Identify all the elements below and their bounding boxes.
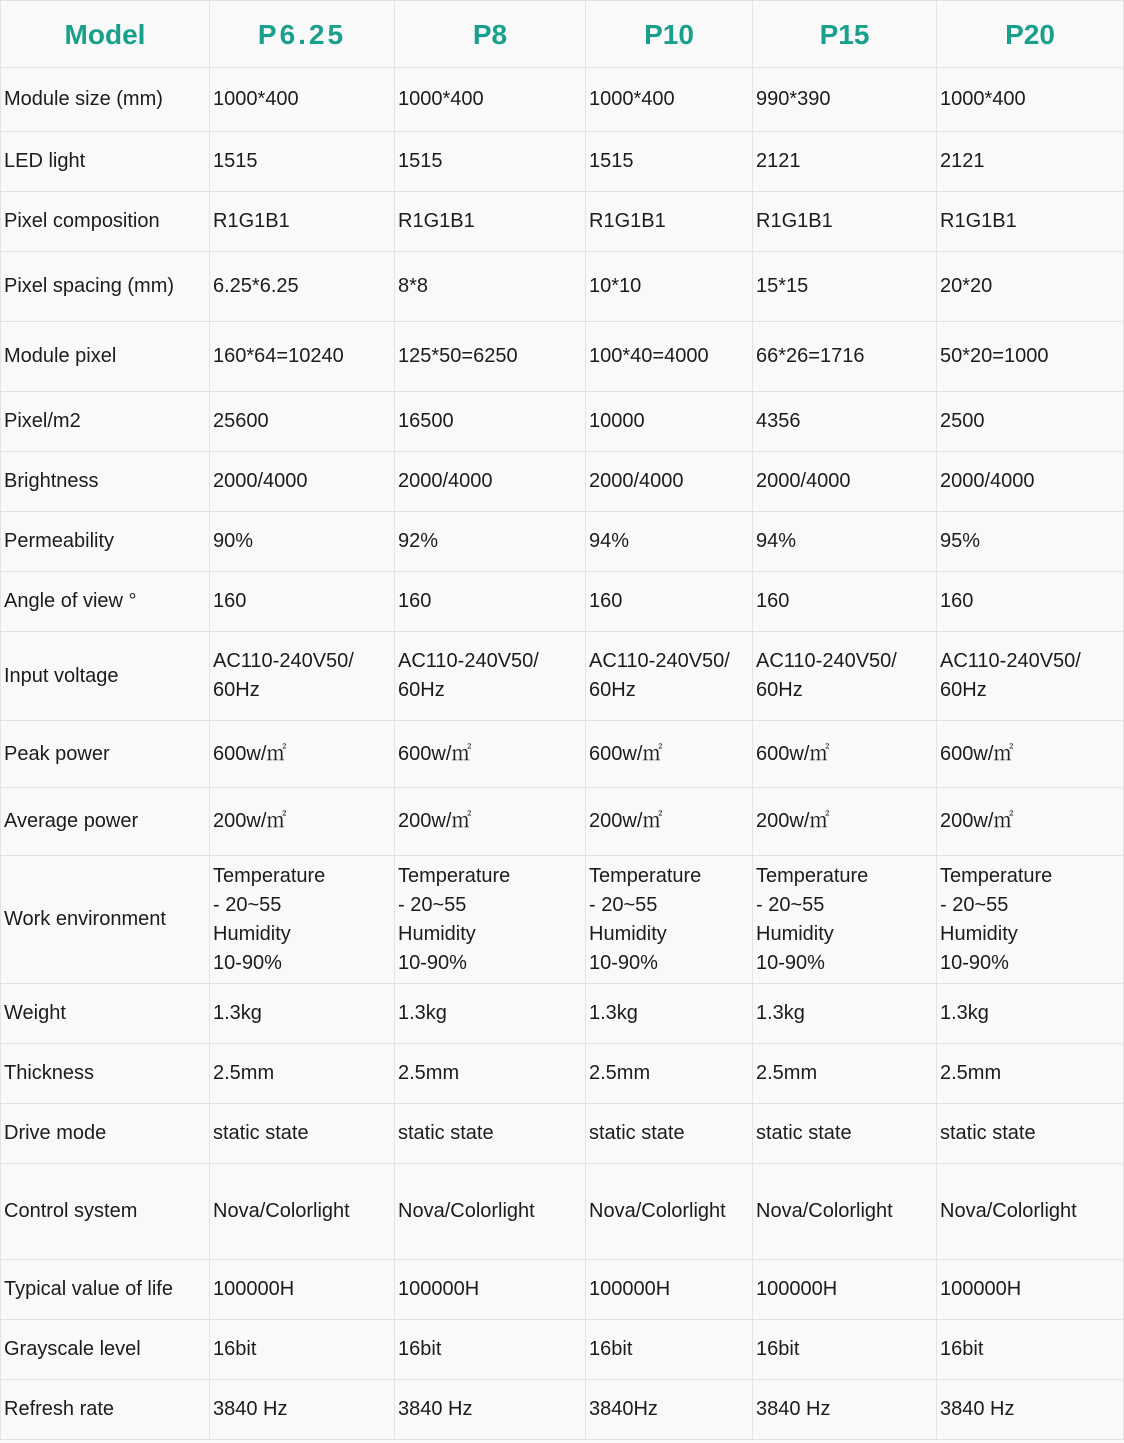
row-label: Permeability: [1, 512, 210, 572]
row-label: Pixel composition: [1, 192, 210, 252]
table-cell: 3840 Hz: [395, 1380, 586, 1440]
table-cell: R1G1B1: [937, 192, 1124, 252]
row-label: Weight: [1, 984, 210, 1044]
table-cell: 15*15: [753, 252, 937, 322]
table-cell: 1000*400: [937, 68, 1124, 132]
table-cell: 16bit: [753, 1320, 937, 1380]
table-cell: Temperature - 20~55 Humidity 10-90%: [586, 856, 753, 984]
table-cell: Temperature - 20~55 Humidity 10-90%: [395, 856, 586, 984]
table-cell: 2121: [753, 132, 937, 192]
table-cell: Nova/Colorlight: [395, 1164, 586, 1260]
table-cell: 2.5mm: [210, 1044, 395, 1104]
table-cell: 160*64=10240: [210, 322, 395, 392]
table-cell: AC110-240V50/ 60Hz: [210, 632, 395, 721]
table-cell: 1.3kg: [395, 984, 586, 1044]
table-cell: 20*20: [937, 252, 1124, 322]
table-cell: 100000H: [753, 1260, 937, 1320]
table-cell: 1.3kg: [753, 984, 937, 1044]
table-cell: 2.5mm: [753, 1044, 937, 1104]
table-cell: R1G1B1: [753, 192, 937, 252]
model-header-p20: P20: [937, 1, 1124, 68]
table-cell: 16500: [395, 392, 586, 452]
table-cell: 1.3kg: [937, 984, 1124, 1044]
table-cell: Nova/Colorlight: [753, 1164, 937, 1260]
table-row: [1, 1320, 1124, 1380]
table-row: [1, 1164, 1124, 1260]
table-row: [1, 788, 1124, 856]
table-cell: 1515: [395, 132, 586, 192]
table-cell: AC110-240V50/ 60Hz: [586, 632, 753, 721]
table-cell: 3840 Hz: [753, 1380, 937, 1440]
table-cell: 600w/㎡: [210, 721, 395, 788]
table-cell: Temperature - 20~55 Humidity 10-90%: [937, 856, 1124, 984]
table-cell: 160: [210, 572, 395, 632]
table-cell: 94%: [753, 512, 937, 572]
model-header-p625: P6.25: [210, 1, 395, 68]
row-label: LED light: [1, 132, 210, 192]
model-header-label: Model: [1, 1, 210, 68]
table-cell: 6.25*6.25: [210, 252, 395, 322]
table-cell: 2000/4000: [937, 452, 1124, 512]
table-cell: 100*40=4000: [586, 322, 753, 392]
table-cell: 100000H: [395, 1260, 586, 1320]
table-cell: 90%: [210, 512, 395, 572]
row-label: Brightness: [1, 452, 210, 512]
row-label: Module size (mm): [1, 68, 210, 132]
table-cell: 1000*400: [210, 68, 395, 132]
table-cell: 16bit: [937, 1320, 1124, 1380]
table-cell: 1000*400: [586, 68, 753, 132]
row-label: Drive mode: [1, 1104, 210, 1164]
row-label: Control system: [1, 1164, 210, 1260]
table-cell: 200w/㎡: [586, 788, 753, 856]
table-cell: 92%: [395, 512, 586, 572]
table-row: [1, 392, 1124, 452]
table-cell: 1.3kg: [210, 984, 395, 1044]
table-cell: 200w/㎡: [937, 788, 1124, 856]
table-cell: AC110-240V50/ 60Hz: [395, 632, 586, 721]
table-row: [1, 452, 1124, 512]
table-cell: 2000/4000: [210, 452, 395, 512]
table-cell: 2.5mm: [937, 1044, 1124, 1104]
table-row: [1, 132, 1124, 192]
table-cell: 2.5mm: [395, 1044, 586, 1104]
table-row: [1, 984, 1124, 1044]
row-label: Angle of view °: [1, 572, 210, 632]
table-row: [1, 68, 1124, 132]
header-row: [1, 1, 1124, 68]
row-label: Input voltage: [1, 632, 210, 721]
table-cell: 1.3kg: [586, 984, 753, 1044]
row-label: Grayscale level: [1, 1320, 210, 1380]
table-cell: 25600: [210, 392, 395, 452]
table-row: [1, 1044, 1124, 1104]
table-cell: 200w/㎡: [210, 788, 395, 856]
table-cell: 1515: [210, 132, 395, 192]
model-header-p10: P10: [586, 1, 753, 68]
table-cell: 10*10: [586, 252, 753, 322]
table-cell: 8*8: [395, 252, 586, 322]
table-cell: 2000/4000: [753, 452, 937, 512]
table-cell: static state: [586, 1104, 753, 1164]
table-row: [1, 572, 1124, 632]
model-header-p15: P15: [753, 1, 937, 68]
table-cell: static state: [210, 1104, 395, 1164]
row-label: Peak power: [1, 721, 210, 788]
table-row: [1, 192, 1124, 252]
table-cell: static state: [753, 1104, 937, 1164]
table-cell: 160: [586, 572, 753, 632]
table-cell: 1000*400: [395, 68, 586, 132]
table-row: [1, 721, 1124, 788]
table-cell: R1G1B1: [586, 192, 753, 252]
table-cell: 66*26=1716: [753, 322, 937, 392]
table-cell: 50*20=1000: [937, 322, 1124, 392]
row-label: Average power: [1, 788, 210, 856]
table-cell: 600w/㎡: [395, 721, 586, 788]
table-cell: 10000: [586, 392, 753, 452]
table-cell: 95%: [937, 512, 1124, 572]
row-label: Typical value of life: [1, 1260, 210, 1320]
table-cell: Temperature - 20~55 Humidity 10-90%: [753, 856, 937, 984]
table-cell: static state: [937, 1104, 1124, 1164]
table-cell: 3840 Hz: [210, 1380, 395, 1440]
table-row: [1, 322, 1124, 392]
table-row: [1, 512, 1124, 572]
table-cell: 2000/4000: [586, 452, 753, 512]
table-cell: 200w/㎡: [395, 788, 586, 856]
table-row: [1, 252, 1124, 322]
row-label: Pixel spacing (mm): [1, 252, 210, 322]
table-cell: 4356: [753, 392, 937, 452]
table-row: [1, 1260, 1124, 1320]
table-row: [1, 856, 1124, 984]
table-cell: 94%: [586, 512, 753, 572]
table-cell: 990*390: [753, 68, 937, 132]
table-cell: 160: [937, 572, 1124, 632]
row-label: Module pixel: [1, 322, 210, 392]
table-cell: 3840Hz: [586, 1380, 753, 1440]
table-cell: 1515: [586, 132, 753, 192]
table-cell: 125*50=6250: [395, 322, 586, 392]
table-cell: 2121: [937, 132, 1124, 192]
spec-table-body: [1, 68, 1124, 1440]
table-cell: 16bit: [210, 1320, 395, 1380]
table-cell: Temperature - 20~55 Humidity 10-90%: [210, 856, 395, 984]
model-header-p8: P8: [395, 1, 586, 68]
table-cell: 160: [395, 572, 586, 632]
table-row: [1, 1104, 1124, 1164]
table-cell: R1G1B1: [210, 192, 395, 252]
table-row: [1, 632, 1124, 721]
table-cell: 16bit: [395, 1320, 586, 1380]
row-label: Refresh rate: [1, 1380, 210, 1440]
table-cell: Nova/Colorlight: [586, 1164, 753, 1260]
table-cell: 600w/㎡: [753, 721, 937, 788]
table-cell: 600w/㎡: [937, 721, 1124, 788]
table-cell: 600w/㎡: [586, 721, 753, 788]
table-cell: static state: [395, 1104, 586, 1164]
table-cell: AC110-240V50/ 60Hz: [937, 632, 1124, 721]
row-label: Pixel/m2: [1, 392, 210, 452]
table-cell: 100000H: [210, 1260, 395, 1320]
table-cell: Nova/Colorlight: [210, 1164, 395, 1260]
table-row: [1, 1380, 1124, 1440]
table-cell: Nova/Colorlight: [937, 1164, 1124, 1260]
table-cell: 100000H: [586, 1260, 753, 1320]
table-cell: 160: [753, 572, 937, 632]
table-cell: 200w/㎡: [753, 788, 937, 856]
row-label: Work environment: [1, 856, 210, 984]
table-cell: R1G1B1: [395, 192, 586, 252]
table-cell: 100000H: [937, 1260, 1124, 1320]
table-cell: AC110-240V50/ 60Hz: [753, 632, 937, 721]
table-cell: 2500: [937, 392, 1124, 452]
table-cell: 3840 Hz: [937, 1380, 1124, 1440]
table-cell: 2000/4000: [395, 452, 586, 512]
row-label: Thickness: [1, 1044, 210, 1104]
table-cell: 16bit: [586, 1320, 753, 1380]
table-cell: 2.5mm: [586, 1044, 753, 1104]
